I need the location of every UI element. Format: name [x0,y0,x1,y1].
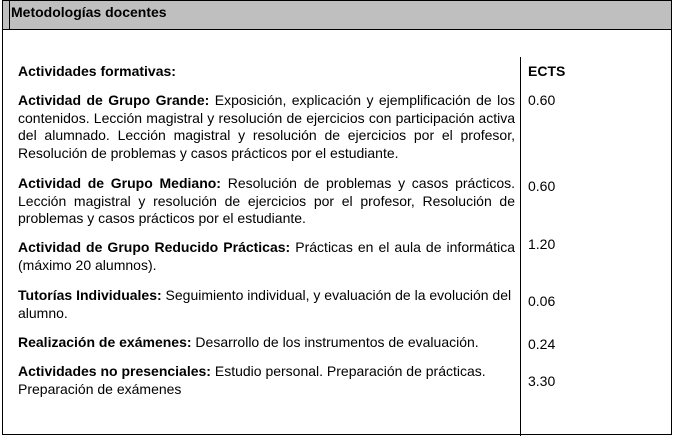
activity-name: Actividad de Grupo Reducido Prácticas: [18,239,291,255]
activity-description: Desarrollo de los instrumentos de evaluación. [195,334,479,350]
activity-name: Tutorías Individuales: [18,287,162,303]
activity-name: Actividades no presenciales: [18,363,211,379]
activity-row [18,363,515,398]
section-title: Metodologías docentes [11,4,167,20]
activity-name: Realización de exámenes: [18,334,192,350]
activity-name: Actividad de Grupo Mediano: [18,175,221,191]
ects-value: 0.60 [528,178,556,194]
ects-value: 1.20 [528,236,556,252]
ects-value: 0.06 [528,293,556,309]
methodology-table [2,0,672,435]
ects-value: 0.24 [528,336,556,352]
activity-description: Exposición, explicación y ejemplificación de los contenidos. Lección magistral y resolución de ejercicios con participación activa del alumnado. Lección magistral y resolución de ejercicios por el profesor, Resolución de problemas y casos prácticos por el estudiante. [18,92,515,161]
activity-description: Resolución de problemas y casos prácticos. Lección magistral y resolución de ejercicios por el profesor, Resolución de problemas y casos prácticos por el estudiante. [18,175,515,226]
ects-value: 0.60 [528,92,556,108]
activity-description: Estudio personal. Preparación de prácticas. Preparación de exámenes [18,363,486,397]
activity-row [18,334,515,352]
activity-row [18,239,515,274]
activity-row [18,92,515,162]
column-divider [520,57,521,436]
activities-column-header: Actividades formativas: [18,63,176,79]
activity-row [18,175,515,228]
activity-description: Seguimiento individual, y evaluación de la evolución del alumno. [18,287,512,321]
activity-name: Actividad de Grupo Grande: [18,92,210,108]
ects-column-header: ECTS [528,63,566,79]
section-header [3,1,671,30]
activity-row [18,287,515,322]
header-divider [9,1,10,29]
activity-description: Prácticas en el aula de informática (máximo 20 alumnos). [18,239,516,273]
ects-value: 3.30 [528,373,556,389]
